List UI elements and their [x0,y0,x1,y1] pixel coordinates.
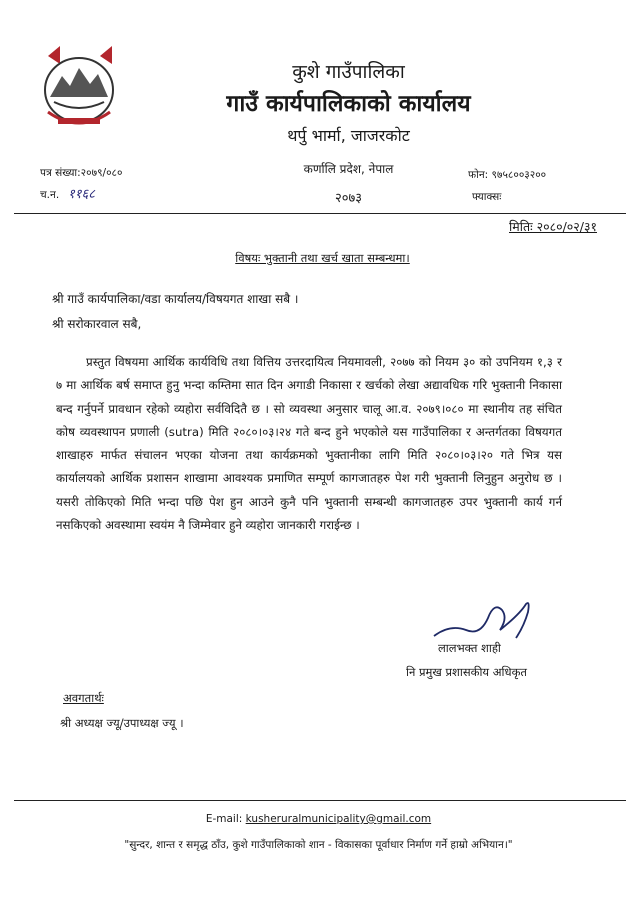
addressee-line: श्री सरोकारवाल सबै, [52,317,142,331]
cc-label: अवगतार्थः [63,691,104,705]
reference-number: पत्र संख्या:२०७९/०८० [40,167,123,179]
established-year: २०७३ [334,191,363,206]
signatory-title: नि प्रमुख प्रशासकीय अधिकृत [406,665,527,679]
cc-recipients: श्री अध्यक्ष ज्यू/उपाध्यक्ष ज्यू । [60,716,184,730]
footer-slogan: "सुन्दर, शान्त र समृद्ध ठाँउ, कुशे गाउँपालिकाको शान - विकासका पूर्वाधार निर्माण गर्ने हाम्रो अभियान।" [124,839,513,851]
signatory-name: लालभक्त शाही [438,641,501,655]
phone-number: फोन: ९७५८००३२०० [468,169,547,181]
footer-email [0,813,637,825]
province-name: कर्णालि प्रदेश, नेपाल [303,162,394,176]
email-address[interactable]: kusheruralmunicipality@gmail.com [245,813,432,825]
chalani-label: च.न. [40,189,60,201]
office-location: थर्पु भार्मा, जाजरकोट [287,126,410,145]
letter-body: प्रस्तुत विषयमा आर्थिक कार्यविधि तथा वित्तिय उत्तरदायित्व नियमावली, २०७७ को नियम ३० को उपनियम १,३ र ७ मा आर्थिक बर्ष समाप्त हुनु भन्दा कम्तिमा सात दिन अगाडी निकासा र खर्चको लेखा अद्यावधिक गरि भुक्तानी निकासा बन्द गर्नुपर्ने प्रावधान रहेको व्यहोरा सर्वविदितै छ । सो व्यवस्था अनुसार चालू आ.व. २०७९।०८० मा स्थानीय तह संचित कोष व्यवस्थापन प्रणाली (sutra) मिति २०८०।०३।२४ गते बन्द हुने भएकोले यस गाउँपालिका र अन्तर्गतका विषयगत शाखाहरु मार्फत संचालन भएका योजना तथा कार्यक्रमको भुक्तानीका लागि मिति २०८०।०३।२० गते भित्र यस कार्यालयको आर्थिक प्रशासन शाखामा आवश्यक प्रमाणित सम्पूर्ण कागजातहरु पेश गरी भुक्तानी लिनुहुन अनुरोध छ ।यसरी तोकिएको मिति भन्दा पछि पेश हुन आउने कुनै पनि भुक्तानी सम्बन्धी कागजातहरु उपर भुक्तानी कार्य गर्न नसकिएको अवस्थामा स्वयंम नै जिम्मेवार हुने व्यहोरा जानकारी गराईन्छ । [56,355,562,533]
header-divider [14,213,626,214]
email-label: E-mail: [205,813,243,825]
municipality-name: कुशे गाउँपालिका [292,61,405,83]
letter-subject: विषयः भुक्तानी तथा खर्च खाता सम्बन्धमा। [235,251,410,265]
chalani-number: ११६८ [68,187,96,202]
handwritten-signature [430,596,540,646]
footer-divider [14,800,626,801]
office-name: गाउँ कार्यपालिकाको कार्यालय [226,91,471,117]
addressee-line: श्री गाउँ कार्यपालिका/वडा कार्यालय/विषयगत शाखा सबै । [52,292,299,306]
fax-label: फ्याक्सः [472,191,502,203]
letter-date: मितिः २०८०/०२/३१ [509,219,597,234]
